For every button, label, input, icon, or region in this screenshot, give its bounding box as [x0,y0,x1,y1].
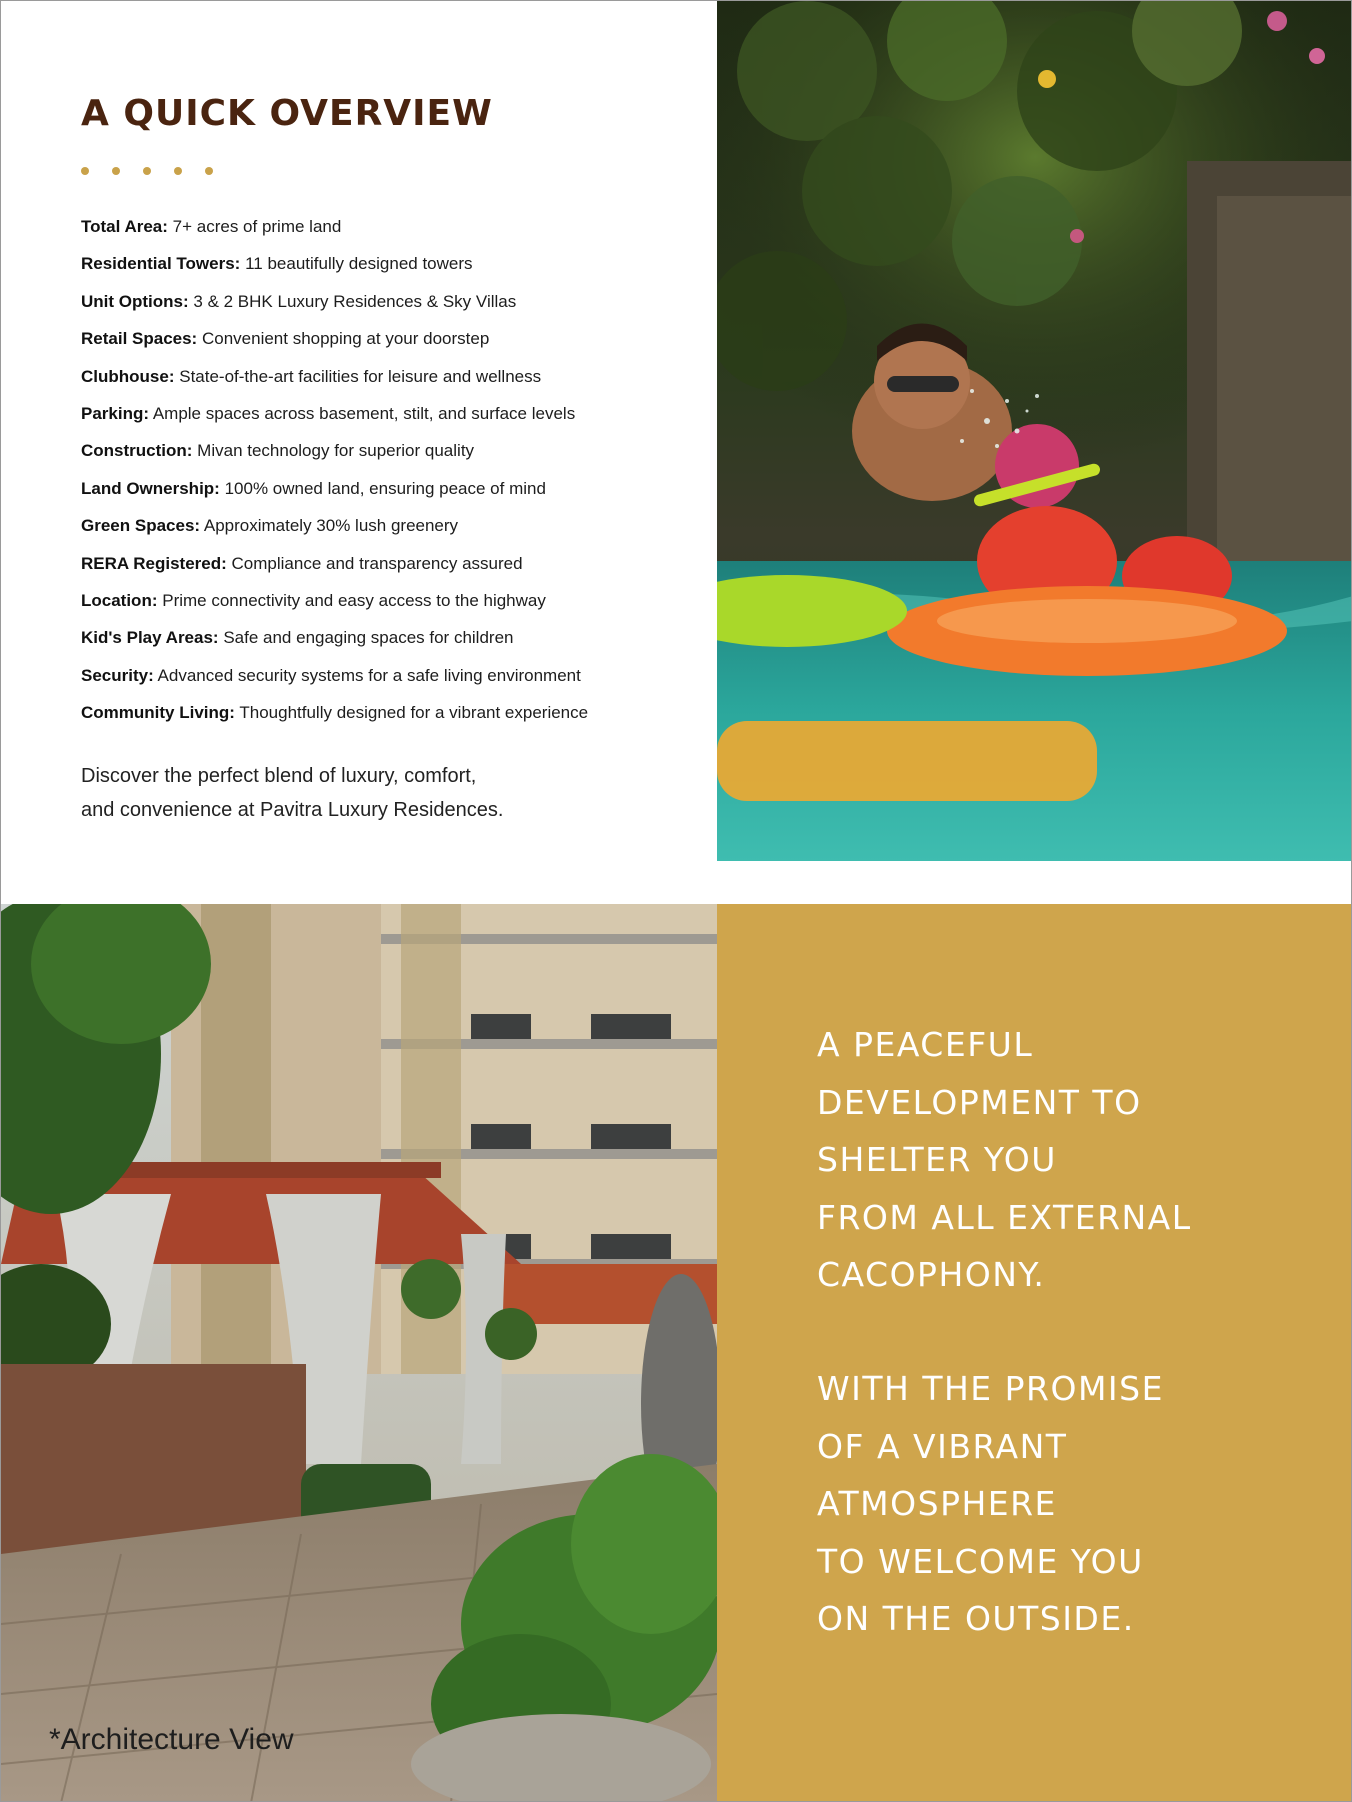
tagline-line: TO WELCOME YOU [817,1541,1144,1581]
closing-line: Discover the perfect blend of luxury, comfort, [81,765,477,787]
dot-ornament [205,167,213,175]
fact-label: Green Spaces: [81,516,201,536]
fact-text: 7+ acres of prime land [172,217,342,236]
architecture-scene-illustration [1,904,717,1802]
fact-item [81,364,588,401]
closing-line: and convenience at Pavitra Luxury Residences. [81,799,504,821]
fact-text: Mivan technology for superior quality [197,441,475,461]
fact-label: Retail Spaces: [81,329,198,349]
fact-label: Community Living: [81,703,235,723]
fact-label: RERA Registered: [81,553,227,573]
tagline-block-2 [817,1360,1164,1648]
fact-label: Construction: [81,441,193,461]
tagline-line: SHELTER YOU [817,1140,1057,1179]
fact-item [81,401,588,438]
fact-label: Location: [81,590,158,610]
dot-ornament [112,167,120,175]
fact-text: 100% owned land, ensuring peace of mind [224,478,546,498]
tagline-line: WITH THE PROMISE [817,1369,1164,1408]
overview-section [1,1,717,861]
fact-item [81,513,588,550]
fact-label: Land Ownership: [81,478,220,498]
fact-label: Total Area: [81,217,168,236]
closing-paragraph [81,759,641,827]
fact-text: Ample spaces across basement, stilt, and surface levels [152,403,576,423]
fact-text: 3 & 2 BHK Luxury Residences & Sky Villas [193,291,517,311]
fact-item [81,214,588,251]
fact-label: Unit Options: [81,291,189,311]
pool-scene-illustration [717,1,1352,861]
tagline-panel [717,904,1352,1802]
overview-title: A QUICK OVERVIEW [81,93,493,134]
tagline-line: A PEACEFUL [817,1025,1034,1064]
fact-text: Safe and engaging spaces for children [223,628,514,648]
fact-text: Thoughtfully designed for a vibrant experience [239,703,589,723]
fact-label: Kid's Play Areas: [81,628,219,648]
fact-text: Prime connectivity and easy access to the highway [162,590,546,610]
facts-list [81,214,588,737]
dot-ornament [174,167,182,175]
fact-item [81,588,588,625]
fact-item [81,663,588,700]
tagline-line: ATMOSPHERE [817,1484,1057,1523]
tagline-line: CACOPHONY. [817,1255,1046,1294]
fact-item [81,289,588,326]
fact-label: Clubhouse: [81,366,175,386]
pool-photo [717,1,1352,861]
fact-label: Security: [81,665,154,685]
fact-item [81,438,588,475]
tagline-line: DEVELOPMENT TO [817,1082,1142,1122]
fact-label: Residential Towers: [81,254,241,274]
fact-item [81,476,588,513]
fact-text: State-of-the-art facilities for leisure and wellness [179,366,542,386]
dot-ornament [143,167,151,175]
fact-item [81,700,588,737]
dot-ornament [81,167,89,175]
fact-text: Advanced security systems for a safe living environment [157,665,581,685]
fact-text: Approximately 30% lush greenery [203,516,459,536]
tagline-line: ON THE OUTSIDE. [817,1599,1135,1638]
fact-item [81,625,588,662]
fact-item [81,326,588,363]
architecture-caption: *Architecture View [49,1723,294,1756]
decorative-dots [81,167,213,175]
architecture-photo [1,904,717,1802]
tagline-line: FROM ALL EXTERNAL [817,1197,1192,1237]
fact-text: Convenient shopping at your doorstep [201,329,490,349]
fact-item [81,251,588,288]
tagline-line: OF A VIBRANT [817,1426,1068,1466]
fact-label: Parking: [81,403,150,423]
fact-text: Compliance and transparency assured [231,553,523,573]
fact-text: 11 beautifully designed towers [245,254,473,274]
tagline-block-1 [817,1016,1192,1304]
fact-item [81,551,588,588]
